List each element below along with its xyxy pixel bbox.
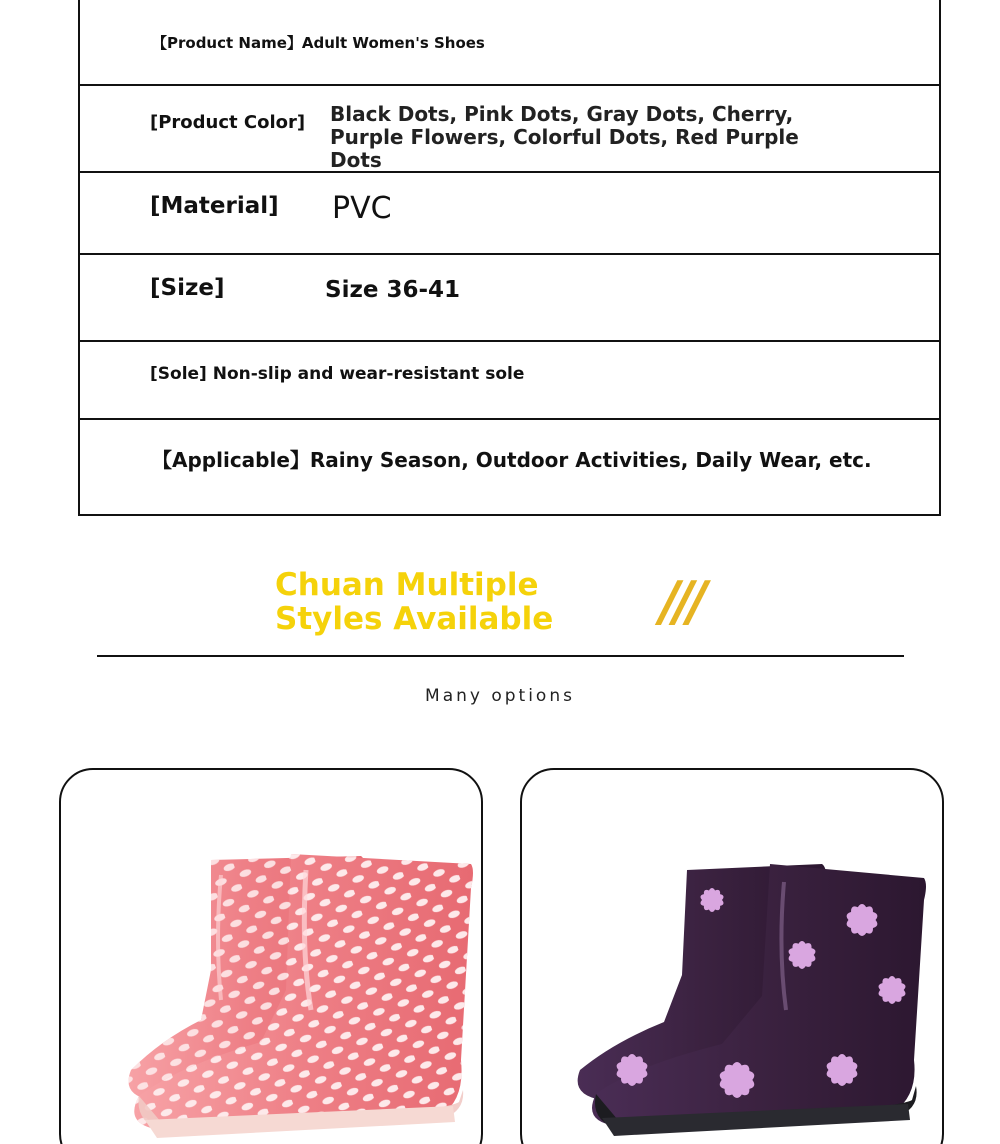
product-color-value: Black Dots, Pink Dots, Gray Dots, Cherry, Purple Flowers, Colorful Dots, Red Purple Dots (330, 102, 799, 172)
product-color-label: [Product Color] (150, 112, 306, 133)
size-label: [Size] (150, 275, 225, 301)
pink-dots-boots-image (61, 770, 483, 1144)
applicable-text: 【Applicable】Rainy Season, Outdoor Activities, Daily Wear, etc. (152, 448, 872, 472)
slash-decoration-icon: /// (660, 570, 702, 633)
styles-section-title: Chuan Multiple Styles Available (275, 567, 554, 637)
sole-text: [Sole] Non-slip and wear-resistant sole (150, 364, 525, 384)
spec-row-product-name (80, 0, 939, 86)
spec-row-applicable (80, 420, 939, 514)
styles-section-subtitle: Many options (425, 686, 575, 706)
section-divider (97, 655, 904, 657)
product-spec-table (78, 0, 941, 516)
spec-row-material (80, 173, 939, 255)
material-label: [Material] (150, 193, 279, 219)
size-value: Size 36-41 (325, 277, 461, 303)
spec-row-product-color (80, 86, 939, 173)
spec-row-size (80, 255, 939, 342)
material-value: PVC (332, 191, 392, 226)
product-name-text: 【Product Name】Adult Women's Shoes (152, 34, 485, 52)
spec-row-sole (80, 342, 939, 420)
product-card-purple-flowers[interactable] (520, 768, 944, 1144)
purple-flowers-boots-image (522, 770, 944, 1144)
product-card-pink-dots[interactable] (59, 768, 483, 1144)
